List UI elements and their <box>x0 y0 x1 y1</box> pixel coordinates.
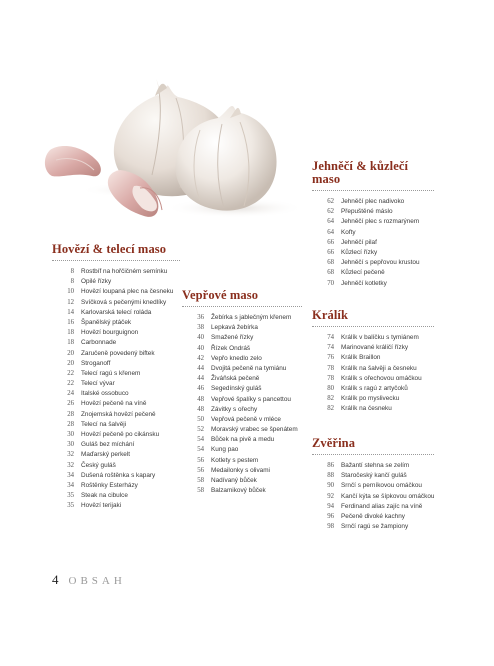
toc-section-game <box>312 437 434 532</box>
toc-entry[interactable] <box>182 313 302 323</box>
toc-entry[interactable] <box>182 405 302 415</box>
toc-entry[interactable] <box>312 512 434 522</box>
recipe-name: Vepřo knedlo zelo <box>211 354 262 362</box>
page-number: 40 <box>197 344 204 352</box>
toc-entry[interactable] <box>312 481 434 491</box>
recipe-name: Pečeně divoké kachny <box>341 512 405 520</box>
toc-entry[interactable] <box>312 502 434 512</box>
recipe-name: Dvojitá pečeně na tymiánu <box>211 364 287 372</box>
toc-section-pork <box>182 289 302 496</box>
toc-entry[interactable] <box>312 522 434 532</box>
toc-entry[interactable] <box>52 491 180 501</box>
page-number: 66 <box>327 248 334 256</box>
footer-page-number: 4 <box>52 572 59 587</box>
recipe-name: Jehněčí plec nadivoko <box>341 198 405 205</box>
toc-entry[interactable] <box>312 343 434 353</box>
toc-entry[interactable] <box>312 333 434 343</box>
page-number: 26 <box>67 400 74 408</box>
recipe-name: Balzamikový bůček <box>211 487 266 495</box>
recipe-name: Hovězí loupaná plec na česneku <box>81 288 174 296</box>
page-number: 66 <box>327 238 334 246</box>
toc-entry[interactable] <box>52 450 180 460</box>
recipe-name: Kůzlecí řízky <box>341 248 378 256</box>
recipe-name: Segedínský guláš <box>211 385 262 393</box>
page-number: 74 <box>327 334 334 341</box>
toc-entry[interactable] <box>182 344 302 354</box>
recipe-name: Steak na cibulce <box>81 492 128 500</box>
recipe-name: Španělský ptáček <box>81 318 132 326</box>
toc-entry[interactable] <box>182 323 302 333</box>
toc-entry[interactable] <box>182 456 302 466</box>
toc-entry[interactable] <box>312 258 434 268</box>
toc-entry[interactable] <box>52 308 180 318</box>
page-number: 56 <box>197 466 204 474</box>
recipe-name: Nadívaný bůček <box>211 477 257 484</box>
toc-entry[interactable] <box>182 364 302 374</box>
recipe-name: Stroganoff <box>81 359 111 367</box>
recipe-name: Hovězí pečeně po cikánsku <box>81 431 160 438</box>
toc-entry[interactable] <box>312 238 434 248</box>
toc-entry[interactable] <box>182 486 302 496</box>
recipe-name: Kofty <box>341 228 356 236</box>
page-number: 32 <box>67 461 74 469</box>
toc-entries <box>52 267 180 512</box>
toc-entry[interactable] <box>52 471 180 481</box>
page-number: 24 <box>67 390 74 398</box>
page-number: 88 <box>327 472 334 480</box>
page-number: 70 <box>327 279 334 287</box>
page-number: 96 <box>327 512 334 520</box>
recipe-name: Jehněčí kotletky <box>341 279 387 287</box>
recipe-name: Kotlety s pestem <box>211 456 259 464</box>
toc-entry[interactable] <box>182 384 302 394</box>
page-number: 8 <box>70 278 74 286</box>
page-number: 62 <box>327 198 334 205</box>
recipe-name: Smažené řízky <box>211 334 254 342</box>
recipe-name: Jehněčí pilaf <box>341 238 377 246</box>
recipe-name: Živáňská pečeně <box>211 375 260 383</box>
page-number: 16 <box>67 318 74 326</box>
toc-entry[interactable] <box>312 248 434 258</box>
toc-entry[interactable] <box>52 501 180 511</box>
recipe-name: Guláš bez míchání <box>81 441 135 449</box>
page-number: 32 <box>67 451 74 459</box>
toc-entry[interactable] <box>182 354 302 364</box>
recipe-name: Srnčí ragú se žampiony <box>341 523 409 531</box>
recipe-name: Karlovarská telecí roláda <box>81 308 152 316</box>
toc-entries <box>312 197 434 289</box>
recipe-name: Kůzlecí pečeně <box>341 269 385 277</box>
page-number: 44 <box>197 375 204 383</box>
page-number: 64 <box>327 228 334 236</box>
toc-entry[interactable] <box>312 228 434 238</box>
toc-entry[interactable] <box>52 389 180 399</box>
toc-entry[interactable] <box>52 318 180 328</box>
page-number: 68 <box>327 259 334 267</box>
page-number: 22 <box>67 380 74 388</box>
toc-entry[interactable] <box>312 353 434 363</box>
page-number: 35 <box>67 502 74 510</box>
page-number: 38 <box>197 324 204 332</box>
page-number: 74 <box>327 344 334 352</box>
page-number: 64 <box>327 218 334 226</box>
recipe-name: Králík na česneku <box>341 405 392 413</box>
page-number: 14 <box>67 308 74 316</box>
recipe-name: Závitky s ořechy <box>211 405 258 413</box>
toc-entry[interactable] <box>182 374 302 384</box>
page-number: 48 <box>197 405 204 413</box>
recipe-name: Telecí ragú s křenem <box>81 369 141 377</box>
page-number: 48 <box>197 395 204 403</box>
page-footer <box>52 572 126 588</box>
page-number: 18 <box>67 339 74 347</box>
page-number: 90 <box>327 482 334 490</box>
page-number: 86 <box>327 462 334 469</box>
page-number: 20 <box>67 349 74 357</box>
recipe-name: Medailonky s olivami <box>211 466 270 474</box>
page-number: 52 <box>197 426 204 434</box>
page-number: 44 <box>197 364 204 372</box>
toc-entry[interactable] <box>182 415 302 425</box>
toc-entry[interactable] <box>312 364 434 374</box>
recipe-name: Vepřové špalíky s pancettou <box>211 395 291 403</box>
toc-entry[interactable] <box>182 476 302 486</box>
recipe-name: Kung pao <box>211 446 239 454</box>
toc-entry[interactable] <box>52 481 180 491</box>
toc-entry[interactable] <box>312 207 434 217</box>
page-number: 30 <box>67 441 74 449</box>
toc-entry[interactable] <box>312 492 434 502</box>
recipe-name: Telecí na šalvěji <box>81 420 127 428</box>
page-number: 82 <box>327 405 334 413</box>
toc-entry[interactable] <box>52 410 180 420</box>
toc-entry[interactable] <box>52 369 180 379</box>
recipe-name: Vepřová pečeně v mléce <box>211 415 281 423</box>
recipe-name: Králík s ořechovou omáčkou <box>341 374 422 382</box>
toc-entry[interactable] <box>52 399 180 409</box>
recipe-name: Hovězí bourguignon <box>81 329 139 337</box>
recipe-name: Králík s ragú z artyčoků <box>341 384 408 392</box>
page-number: 34 <box>67 481 74 489</box>
recipe-name: Marinované králičí řízky <box>341 344 409 352</box>
recipe-name: Žebírka s jablečným křenem <box>211 314 292 321</box>
recipe-name: Dušená roštěnka s kapary <box>81 471 156 479</box>
toc-section-lamb-kid <box>312 160 434 289</box>
toc-entry[interactable] <box>52 267 180 277</box>
recipe-name: Kančí kýta se šípkovou omáčkou <box>341 492 435 500</box>
section-title: Jehněčí & kůzlečí maso <box>312 160 434 191</box>
toc-entry[interactable] <box>52 440 180 450</box>
recipe-name: Znojemská hovězí pečeně <box>81 410 156 418</box>
toc-entry[interactable] <box>52 461 180 471</box>
toc-section-rabbit <box>312 309 434 415</box>
toc-entry[interactable] <box>182 466 302 476</box>
recipe-name: Carbonnade <box>81 339 117 347</box>
toc-entry[interactable] <box>312 404 434 414</box>
recipe-name: Jehněčí s pepřovou krustou <box>341 259 420 267</box>
toc-entry[interactable] <box>52 420 180 430</box>
page-number: 20 <box>67 359 74 367</box>
page-number: 18 <box>67 329 74 337</box>
page-number: 58 <box>197 487 204 495</box>
page-number: 92 <box>327 492 334 500</box>
toc-entry[interactable] <box>52 338 180 348</box>
recipe-name: Králík v balíčku s tymiánem <box>341 334 419 341</box>
toc-entry[interactable] <box>182 445 302 455</box>
toc-entries <box>182 313 302 496</box>
recipe-name: Jehněčí plec s rozmarýnem <box>341 218 420 226</box>
toc-entry[interactable] <box>312 374 434 384</box>
recipe-name: Bůček na pivě a medu <box>211 436 275 444</box>
toc-entry[interactable] <box>182 395 302 405</box>
page-number: 58 <box>197 477 204 484</box>
page-number: 62 <box>327 208 334 216</box>
toc-entry[interactable] <box>312 471 434 481</box>
recipe-name: Řízek Ondráš <box>211 344 251 352</box>
recipe-name: Králík Braillon <box>341 354 381 362</box>
recipe-name: Králík po myslivecku <box>341 395 400 403</box>
page-number: 46 <box>197 385 204 393</box>
recipe-name: Svíčková s pečenými knedlíky <box>81 298 167 306</box>
toc-entries <box>312 333 434 415</box>
toc-entry[interactable] <box>52 277 180 287</box>
toc-entries <box>312 461 434 532</box>
recipe-name: Bažantí stehna se zelím <box>341 462 410 469</box>
toc-entry[interactable] <box>312 461 434 471</box>
page-number: 40 <box>197 334 204 342</box>
page-number: 12 <box>67 298 74 306</box>
page-number: 82 <box>327 395 334 403</box>
page-number: 42 <box>197 354 204 362</box>
page-number: 80 <box>327 384 334 392</box>
page-number: 78 <box>327 364 334 372</box>
page-number: 30 <box>67 431 74 438</box>
recipe-name: Ferdinand alias zajíc na víně <box>341 502 423 510</box>
recipe-name: Roštěnky Esterházy <box>81 481 138 489</box>
page-number: 28 <box>67 420 74 428</box>
page-number: 76 <box>327 354 334 362</box>
page-number: 22 <box>67 369 74 377</box>
toc-entry[interactable] <box>52 287 180 297</box>
page-number: 10 <box>67 288 74 296</box>
recipe-name: Rostbíf na hořčičném semínku <box>81 268 168 275</box>
page-number: 98 <box>327 523 334 531</box>
toc-entry[interactable] <box>52 298 180 308</box>
toc-section-beef-veal <box>52 243 180 512</box>
section-title: Vepřové maso <box>182 289 302 307</box>
page-number: 94 <box>327 502 334 510</box>
toc-entry[interactable] <box>312 279 434 289</box>
recipe-name: Telecí vývar <box>81 380 115 388</box>
toc-entry[interactable] <box>52 359 180 369</box>
page-number: 56 <box>197 456 204 464</box>
recipe-name: Přepuštěné máslo <box>341 208 393 216</box>
section-title: Králík <box>312 309 434 327</box>
footer-label: OBSAH <box>68 575 126 587</box>
toc-entry[interactable] <box>312 197 434 207</box>
toc-entry[interactable] <box>312 268 434 278</box>
recipe-name: Hovězí pečeně na víně <box>81 400 147 408</box>
toc-entry[interactable] <box>52 430 180 440</box>
toc-entry[interactable] <box>52 349 180 359</box>
section-title: Hovězí & telecí maso <box>52 243 180 261</box>
toc-entry[interactable] <box>312 384 434 394</box>
recipe-name: Italské ossobuco <box>81 390 129 398</box>
recipe-name: Opilé řízky <box>81 278 112 286</box>
recipe-name: Hovězí terijaki <box>81 502 122 510</box>
page-number: 8 <box>70 268 74 275</box>
recipe-name: Lepkavá žebírka <box>211 324 258 332</box>
page-number: 36 <box>197 314 204 321</box>
recipe-name: Zaručeně povedený biftek <box>81 349 155 357</box>
recipe-name: Maďarský perkelt <box>81 451 131 459</box>
page-number: 68 <box>327 269 334 277</box>
recipe-name: Moravský vrabec se špenátem <box>211 426 298 434</box>
page-number: 34 <box>67 471 74 479</box>
recipe-name: Český guláš <box>81 461 116 469</box>
toc-entry[interactable] <box>182 435 302 445</box>
section-title: Zvěřina <box>312 437 434 455</box>
toc-entry[interactable] <box>182 333 302 343</box>
page-number: 54 <box>197 436 204 444</box>
page-number: 54 <box>197 446 204 454</box>
toc-entry[interactable] <box>312 394 434 404</box>
toc-entry[interactable] <box>52 379 180 389</box>
recipe-name: Králík na šalvěji a česneku <box>341 364 417 372</box>
recipe-name: Staročeský kančí guláš <box>341 472 407 480</box>
page-number: 35 <box>67 492 74 500</box>
page-number: 28 <box>67 410 74 418</box>
page-number: 50 <box>197 415 204 423</box>
page-number: 78 <box>327 374 334 382</box>
recipe-name: Srnčí s perníkovou omáčkou <box>341 482 422 490</box>
toc-entry[interactable] <box>182 425 302 435</box>
toc-entry[interactable] <box>312 217 434 227</box>
toc-entry[interactable] <box>52 328 180 338</box>
